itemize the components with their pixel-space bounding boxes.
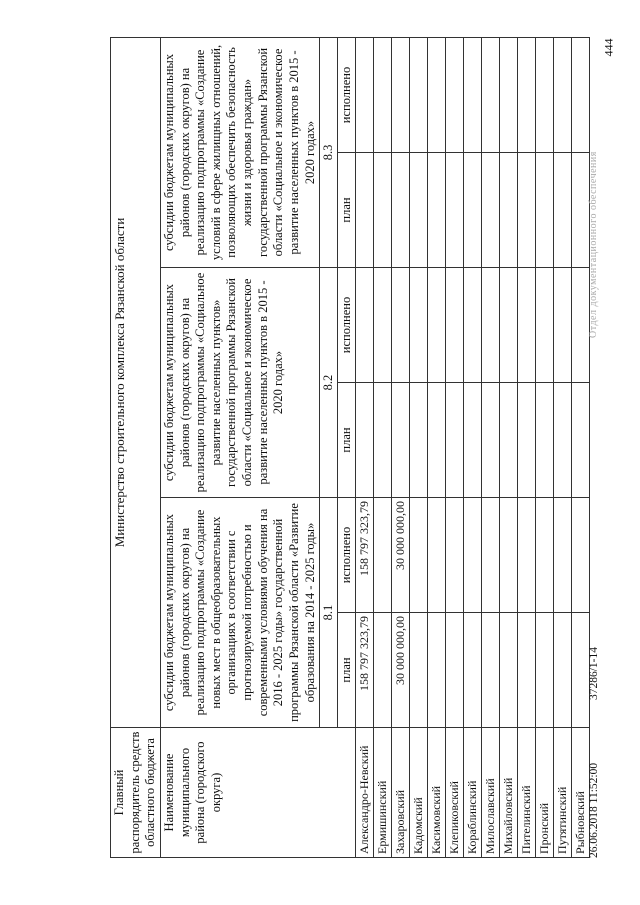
value-cell [482, 268, 500, 383]
value-cell [572, 153, 590, 268]
value-cell: 30 000 000,00 [392, 613, 410, 728]
table-row [374, 37, 392, 857]
table-row [428, 37, 446, 857]
value-cell [356, 268, 374, 383]
value-cell [536, 383, 554, 498]
municipality-name: Касимовский [428, 728, 446, 858]
value-cell [428, 498, 446, 613]
value-cell [374, 153, 392, 268]
value-cell [482, 498, 500, 613]
value-cell [356, 37, 374, 152]
municipality-name: Ермишинский [374, 728, 392, 858]
value-cell [482, 383, 500, 498]
value-cell [482, 613, 500, 728]
table-row [410, 37, 428, 857]
table-row [572, 37, 590, 857]
table-row [500, 37, 518, 857]
value-cell [554, 153, 572, 268]
value-cell [410, 268, 428, 383]
col-done-8-3: исполнено [338, 37, 356, 152]
value-cell [500, 613, 518, 728]
value-cell [518, 613, 536, 728]
value-cell [446, 37, 464, 152]
col-plan-8-2: план [338, 383, 356, 498]
value-cell [536, 37, 554, 152]
value-cell [518, 153, 536, 268]
value-cell [536, 613, 554, 728]
head-distributor: Главный распорядитель средств областного бюджета [111, 728, 161, 858]
value-cell [392, 153, 410, 268]
value-cell [410, 498, 428, 613]
value-cell [572, 37, 590, 152]
group-desc-8-1: субсидии бюджетам муниципальных районов (городских округов) на реализацию подпрограммы «Создание новых мест в общеобразовательных организациях в соответствии с прогнозируемой потребностью и современными условиями обучения на 2016 - 2025 годы» государственной программы Рязанской области «Развитие образования на 2014 - 2025 годы» [160, 498, 319, 728]
municipality-name: Михайловский [500, 728, 518, 858]
col-plan-8-1: план [338, 613, 356, 728]
value-cell [392, 268, 410, 383]
head-municipality: Наименование муниципального района (городского округа) [160, 728, 355, 858]
value-cell [446, 383, 464, 498]
table-row [518, 37, 536, 857]
value-cell [464, 37, 482, 152]
value-cell [356, 153, 374, 268]
value-cell [500, 268, 518, 383]
value-cell: 158 797 323,79 [356, 498, 374, 613]
value-cell: 158 797 323,79 [356, 613, 374, 728]
head-ministry: Министерство строительного комплекса Рязанской области [111, 37, 161, 727]
value-cell [446, 498, 464, 613]
table-row [464, 37, 482, 857]
table-row [356, 37, 374, 857]
group-code-8-1: 8.1 [320, 498, 338, 728]
municipality-name: Александро-Невский [356, 728, 374, 858]
value-cell [410, 613, 428, 728]
value-cell [392, 383, 410, 498]
value-cell [572, 498, 590, 613]
value-cell [572, 383, 590, 498]
col-done-8-1: исполнено [338, 498, 356, 613]
faint-stamp-text: Отдел документационного обеспечения [588, 151, 599, 338]
page-number: 444 [601, 38, 616, 57]
table-row [482, 37, 500, 857]
value-cell [374, 613, 392, 728]
value-cell [446, 613, 464, 728]
value-cell [572, 613, 590, 728]
col-plan-8-3: план [338, 153, 356, 268]
value-cell [446, 153, 464, 268]
municipality-name: Пронский [536, 728, 554, 858]
group-desc-8-2: субсидии бюджетам муниципальных районов (городских округов) на реализацию подпрограммы «Социальное развитие населенных пунктов» государственной программы Рязанской области «Социальное и экономическое развитие населенных пунктов в 2015 - 2020 годах» [160, 268, 319, 498]
table-row [446, 37, 464, 857]
value-cell [500, 383, 518, 498]
value-cell [536, 153, 554, 268]
group-code-8-3: 8.3 [320, 37, 338, 267]
value-cell [518, 498, 536, 613]
value-cell [374, 268, 392, 383]
value-cell [464, 383, 482, 498]
value-cell [464, 268, 482, 383]
header-row-1 [111, 37, 161, 857]
value-cell [410, 153, 428, 268]
municipality-name: Рыбновский [572, 728, 590, 858]
value-cell [500, 153, 518, 268]
value-cell [410, 37, 428, 152]
value-cell [464, 153, 482, 268]
value-cell [554, 37, 572, 152]
table-row [536, 37, 554, 857]
municipality-name: Кораблинский [464, 728, 482, 858]
table-row [392, 37, 410, 857]
municipality-name: Захаровский [392, 728, 410, 858]
group-desc-8-3: субсидии бюджетам муниципальных районов (городских округов) на реализацию подпрограммы «Создание условий в сфере жилищных отношений, позволяющих обеспечить безопасность жизни и здоровья граждан» государственной программы Рязанской области «Социальное и экономическое развитие населенных пунктов в 2015 - 2020 годах» [160, 37, 319, 267]
value-cell [374, 498, 392, 613]
value-cell [554, 613, 572, 728]
value-cell [356, 383, 374, 498]
col-done-8-2: исполнено [338, 268, 356, 383]
value-cell [482, 37, 500, 152]
value-cell [446, 268, 464, 383]
municipality-name: Милославский [482, 728, 500, 858]
rotated-document [110, 38, 600, 858]
value-cell [428, 383, 446, 498]
value-cell [572, 268, 590, 383]
footer-doc-id: 37286/1-14 [588, 647, 600, 701]
value-cell [554, 498, 572, 613]
municipality-name: Клепиковский [446, 728, 464, 858]
value-cell [428, 37, 446, 152]
municipality-name: Пителинский [518, 728, 536, 858]
table-row [554, 37, 572, 857]
value-cell [518, 268, 536, 383]
value-cell [464, 613, 482, 728]
value-cell [374, 37, 392, 152]
value-cell [536, 268, 554, 383]
budget-table [110, 37, 590, 858]
group-code-8-2: 8.2 [320, 268, 338, 498]
municipality-name: Кадомский [410, 728, 428, 858]
value-cell [410, 383, 428, 498]
value-cell [428, 268, 446, 383]
value-cell [392, 37, 410, 152]
value-cell [554, 268, 572, 383]
value-cell [428, 613, 446, 728]
value-cell [518, 37, 536, 152]
footer-datetime: 26.06.2018 11:52:00 [588, 762, 600, 858]
municipality-name: Путятинский [554, 728, 572, 858]
value-cell [518, 383, 536, 498]
value-cell [464, 498, 482, 613]
value-cell [500, 37, 518, 152]
value-cell [374, 383, 392, 498]
value-cell [536, 498, 554, 613]
value-cell [428, 153, 446, 268]
value-cell [554, 383, 572, 498]
header-row-2 [160, 37, 319, 857]
value-cell: 30 000 000,00 [392, 498, 410, 613]
value-cell [500, 498, 518, 613]
value-cell [482, 153, 500, 268]
